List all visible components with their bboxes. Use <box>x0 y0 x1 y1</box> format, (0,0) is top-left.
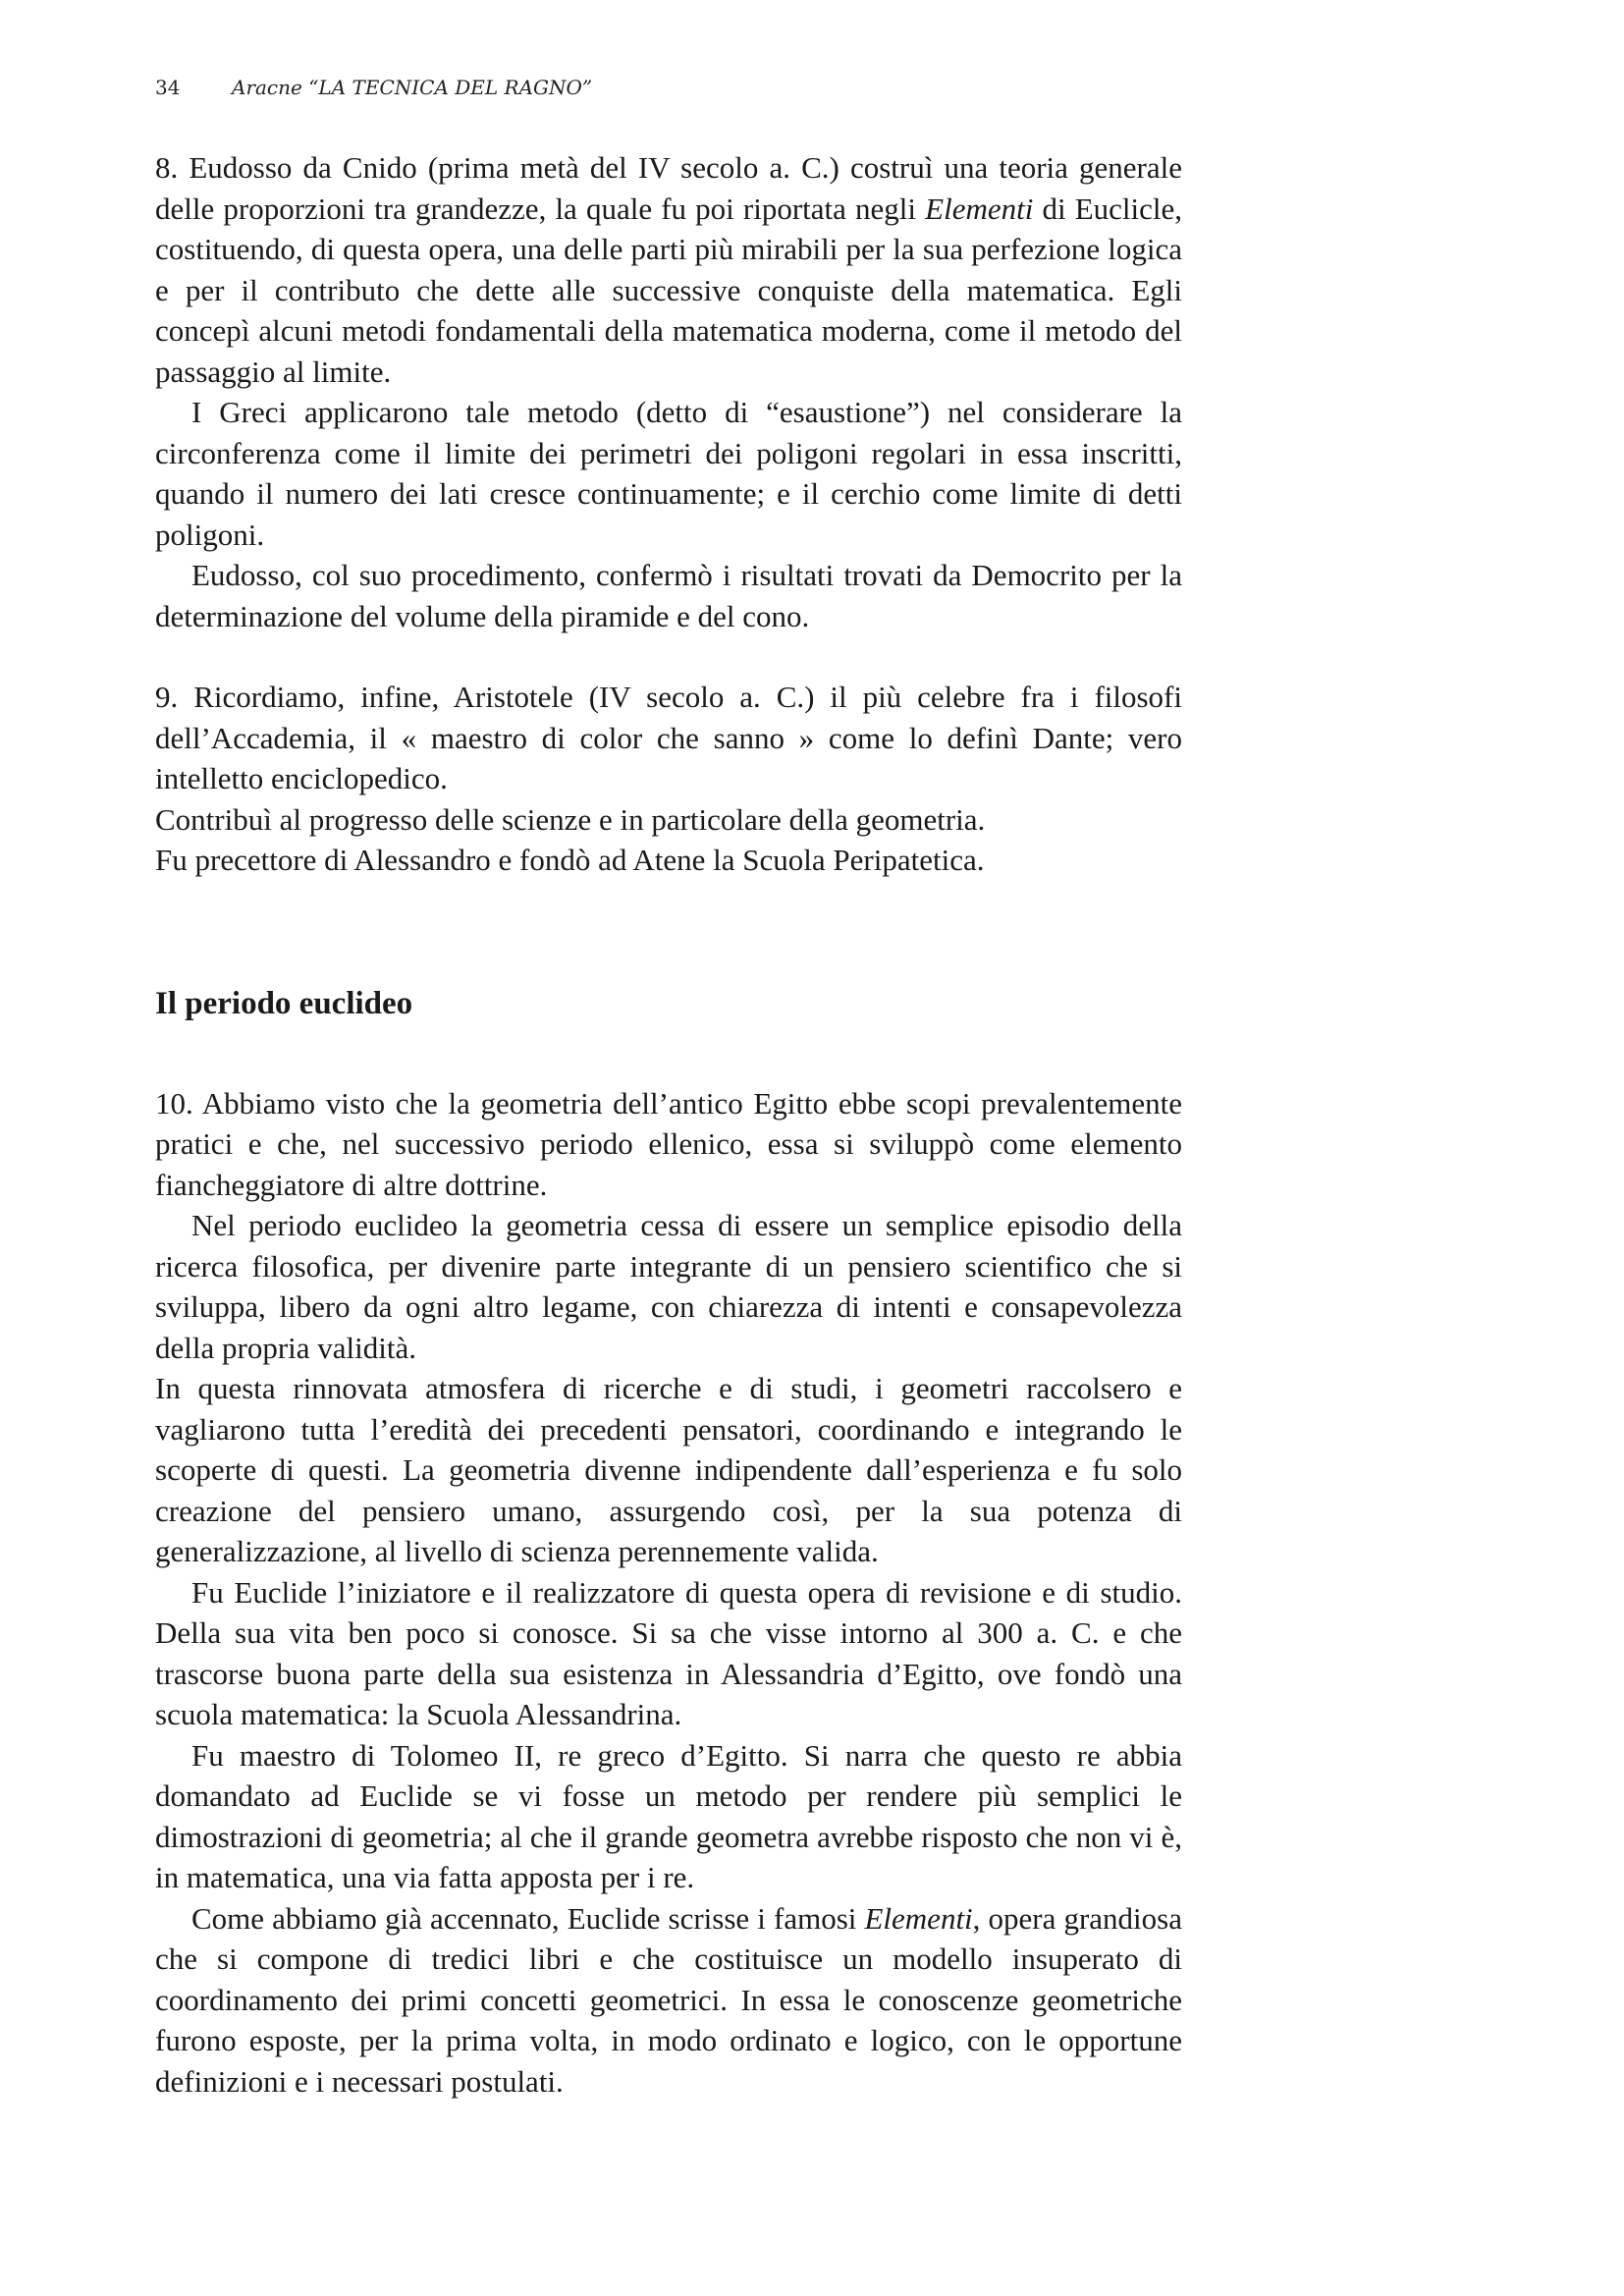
page-body <box>155 147 1182 2102</box>
paragraph-10-euclide: Fu Euclide l’iniziatore e il realizzatore di questa opera di revisione e di studio. Della sua vita ben poco si conosce. Si sa che visse intorno al 300 a. C. e che trascorse buona parte della sua esistenza in Alessandria d’Egitto, ove fondò una scuola matematica: la Scuola Alessandrina. <box>155 1574 1182 1731</box>
paragraph-8-text-a: 8. Eudosso da Cnido (prima metà del IV secolo a. C.) costruì una teoria generale delle proporzioni tra grandezze, la quale fu poi riportata negli <box>155 150 1182 226</box>
paragraph-10-atmosfera: In questa rinnovata atmosfera di ricerche e di studi, i geometri raccolsero e vagliarono tutta l’eredità dei precedenti pensatori, coordinando e integrando le scoperte di questi. La geometria divenne indipendente dall’esperienza e fu solo creazione del pensiero umano, assurgendo così, per la sua potenza di generalizzazione, al livello di scienza perennemente valida. <box>155 1371 1182 1568</box>
paragraph-10-text-b: , opera grandiosa che si compone di tredici libri e che costituisce un modello insuperato di coordinamento dei primi concetti geometrici. In essa le conoscenze geometriche furono esposte, per la prima volta, in modo ordinato e logico, con le opportune definizioni e i necessari postulati. <box>155 1900 1182 2099</box>
elementi-title: Elementi <box>925 191 1034 226</box>
running-head <box>155 75 1186 100</box>
paragraph-8-eudosso <box>155 147 1182 392</box>
paragraph-8-greci: I Greci applicarono tale metodo (detto di “esaustione”) nel considerare la circonferenza come il limite dei perimetri dei poligoni regolari in essa inscritti, quando il numero dei lati cresce continuamente; e il cerchio come limite di detti poligoni. <box>155 395 1182 552</box>
paragraph-9-precettore: Fu precettore di Alessandro e fondò ad Atene la Scuola Peripatetica. <box>155 843 985 877</box>
paragraph-10-tolomeo: Fu maestro di Tolomeo II, re greco d’Egitto. Si narra che questo re abbia domandato ad Euclide se vi fosse un metodo per rendere più semplici le dimostrazioni di geometria; al che il grande geometra avrebbe risposto che non vi è, in matematica, una via fatta apposta per i re. <box>155 1737 1182 1894</box>
paragraph-9-contributi: Contribuì al progresso delle scienze e in particolare della geometria. <box>155 801 986 837</box>
paragraph-8-text-b: di Euclicle, costituendo, di questa opera, una delle parti più mirabili per la sua perfezione logica e per il contributo che dette alle successive conquiste della matematica. Egli concepì alcuni metodi fondamentali della matematica moderna, come il metodo del passaggio al limite. <box>155 191 1182 389</box>
section-heading: Il periodo euclideo <box>155 985 413 1021</box>
paragraph-10-text-a: Come abbiamo già accennato, Euclide scrisse i famosi <box>191 1900 865 1936</box>
elementi-title-2: Elementi <box>864 1900 973 1936</box>
paragraph-10-periodo-euclideo: Nel periodo euclideo la geometria cessa di essere un semplice episodio della ricerca filosofica, per divenire parte integrante di un pensiero scientifico che si sviluppa, libero da ogni altro legame, con chiarezza di intenti e consapevolezza della propria validità. <box>155 1208 1182 1365</box>
running-title: Aracne “LA TECNICA DEL RAGNO” <box>232 76 593 99</box>
paragraph-10-elementi <box>155 1898 1182 2103</box>
paragraph-9-aristotele: 9. Ricordiamo, infine, Aristotele (IV secolo a. C.) il più celebre fra i filosofi dell’Accademia, il « maestro di color che sanno » come lo definì Dante; vero intelletto enciclopedico. <box>155 680 1182 795</box>
page-number: 34 <box>155 76 181 99</box>
paragraph-8-democrito: Eudosso, col suo procedimento, confermò i risultati trovati da Democrito per la determinazione del volume della piramide e del cono. <box>155 558 1182 633</box>
paragraph-10-egitto: 10. Abbiamo visto che la geometria dell’antico Egitto ebbe scopi prevalentemente pratici e che, nel successivo periodo ellenico, essa si sviluppò come elemento fiancheggiatore di altre dottrine. <box>155 1085 1182 1202</box>
